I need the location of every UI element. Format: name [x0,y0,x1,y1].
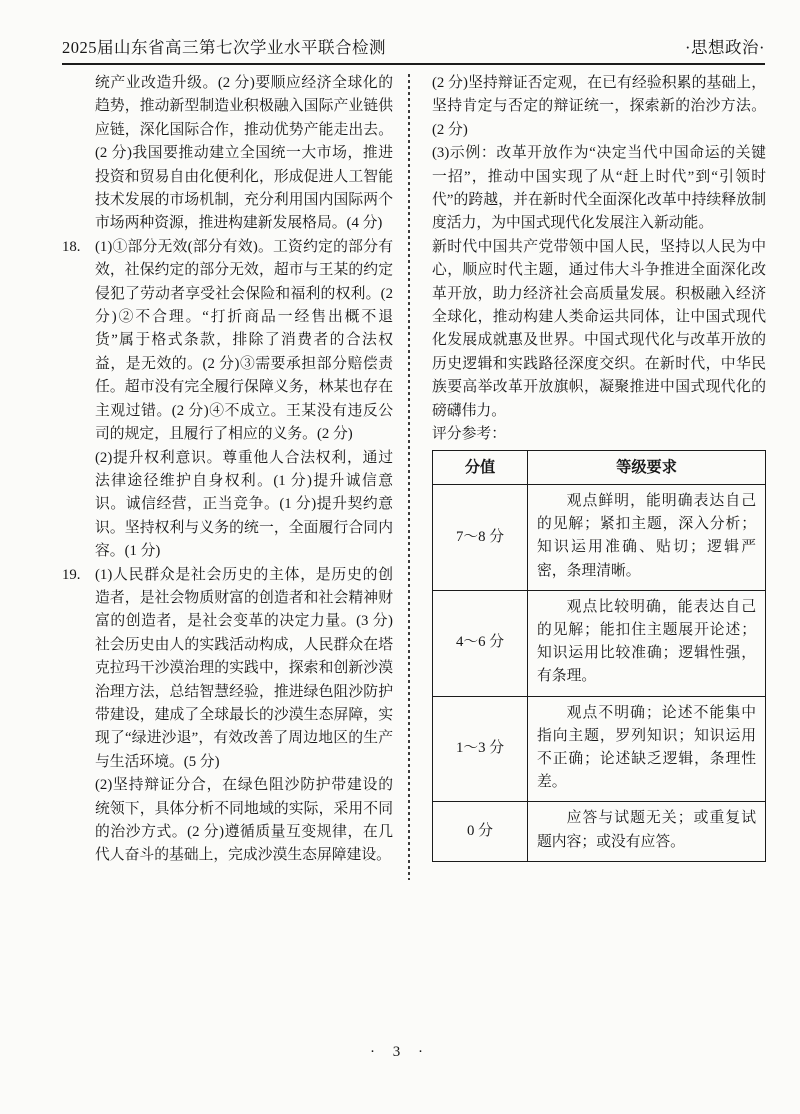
grade-requirement: 应答与试题无关；或重复试题内容；或没有应答。 [528,802,766,861]
question-19-answer [62,564,393,868]
score-range: 1～3 分 [433,696,528,802]
answer-paragraph: (1)人民群众是社会历史的主体，是历史的创造者，是社会物质财富的创造者和社会精神财富的创造者，是社会变革的决定力量。(3 分)社会历史由人的实践活动构成，人民群众在塔克拉玛干沙漠治理的实践中，探索和创新沙漠治理方法，总结智慧经验，推进绿色阻沙防护带建设，建成了全球最长的沙漠生态屏障，实现了“绿进沙退”，有效改善了周边地区的生产与生活环境。(5 分) [95,566,393,770]
answer-paragraph: (3)示例：改革开放作为“决定当代中国命运的关键一招”，推动中国实现了从“赶上时代”到“引领时代”的跨越，并在新时代全面深化改革中持续释放制度活力，为中国式现代化发展注入新动能。 [432,145,766,232]
answer-paragraph: (2)坚持辩证分合，在绿色阻沙防护带建设的统领下，具体分析不同地域的实际，采用不同的治沙方式。(2 分)遵循质量互变规律，在几代人奋斗的基础上，完成沙漠生态屏障建设。 [95,777,393,864]
answer-paragraph: (2)提升权利意识。尊重他人合法权利，通过法律途径维护自身权利。(1 分)提升诚信意识。诚信经营，正当竞争。(1 分)提升契约意识。坚持权利与义务的统一，全面履行合同内容。(1 分) [95,449,393,560]
question-number: 18. [62,238,81,255]
table-header-requirement: 等级要求 [528,450,766,484]
answer-paragraph: 新时代中国共产党带领中国人民，坚持以人民为中心，顺应时代主题，通过伟大斗争推进全面深化改革开放，助力经济社会高质量发展。积极融入经济全球化，推动构建人类命运共同体，让中国式现代化发展成就惠及世界。中国式现代化与改革开放的历史逻辑和实践路径深度交织。在新时代，中华民族要高举改革开放旗帜，凝聚推进中国式现代化的磅礴伟力。 [432,238,766,419]
table-row [433,590,766,696]
table-row [433,484,766,590]
answer-paragraph: (2 分)坚持辩证否定观，在已有经验积累的基础上，坚持肯定与否定的辩证统一，探索新的治沙方法。(2 分) [432,75,766,138]
table-header-row [433,450,766,484]
grade-requirement: 观点鲜明，能明确表达自己的见解；紧扣主题，深入分析；知识运用准确、贴切；逻辑严密，条理清晰。 [528,484,766,590]
score-range: 4～6 分 [433,590,528,696]
question-18-body [95,236,393,564]
scoring-table-head [433,450,766,484]
score-range: 0 分 [433,802,528,861]
answer-continuation-paragraph: 统产业改造升级。(2 分)要顺应经济全球化的趋势，推动新型制造业积极融入国际产业链供应链，深化国际合作，推动优势产能走出去。(2 分)我国要推动建立全国统一大市场，推进投资和贸易自由化便利化，形成促进人工智能技术发展的市场机制，充分利用国内国际两个市场两种资源，推进构建新发展格局。(4 分) [95,75,393,232]
scoring-table-body [433,484,766,861]
answer-paragraph: (1)①部分无效(部分有效)。工资约定的部分有效，社保约定的部分无效，超市与王某的约定侵犯了劳动者享受社会保险和福利的权利。(2 分)②不合理。“打折商品一经售出概不退货”属于格式条款，排除了消费者的合法权益，是无效的。(2 分)③需要承担部分赔偿责任。超市没有完全履行保障义务，林某也存在主观过错。(2 分)④不成立。王某没有违反公司的规定，且履行了相应的义务。(2 分) [95,238,393,443]
score-range: 7～8 分 [433,484,528,590]
grade-requirement: 观点比较明确，能表达自己的见解；能扣住主题展开论述；知识运用比较准确；逻辑性强，有条理。 [528,590,766,696]
grade-requirement: 观点不明确；论述不能集中指向主题，罗列知识；知识运用不正确；论述缺乏逻辑，条理性差。 [528,696,766,802]
question-19-body [95,564,393,868]
column-divider [408,74,410,880]
right-column [432,72,766,862]
table-header-score: 分值 [433,450,528,484]
left-column [62,72,393,868]
page-header [62,34,765,65]
scoring-table [432,450,766,862]
question-18-answer [62,236,393,564]
exam-title: 2025届山东省高三第七次学业水平联合检测 [62,38,386,57]
table-row [433,802,766,861]
question-number: 19. [62,566,81,583]
subject-label: ·思想政治· [685,38,765,57]
scoring-reference-label: 评分参考： [432,426,506,443]
page-number: · 3 · [370,1044,430,1060]
table-row [433,696,766,802]
page-footer [0,1044,800,1061]
